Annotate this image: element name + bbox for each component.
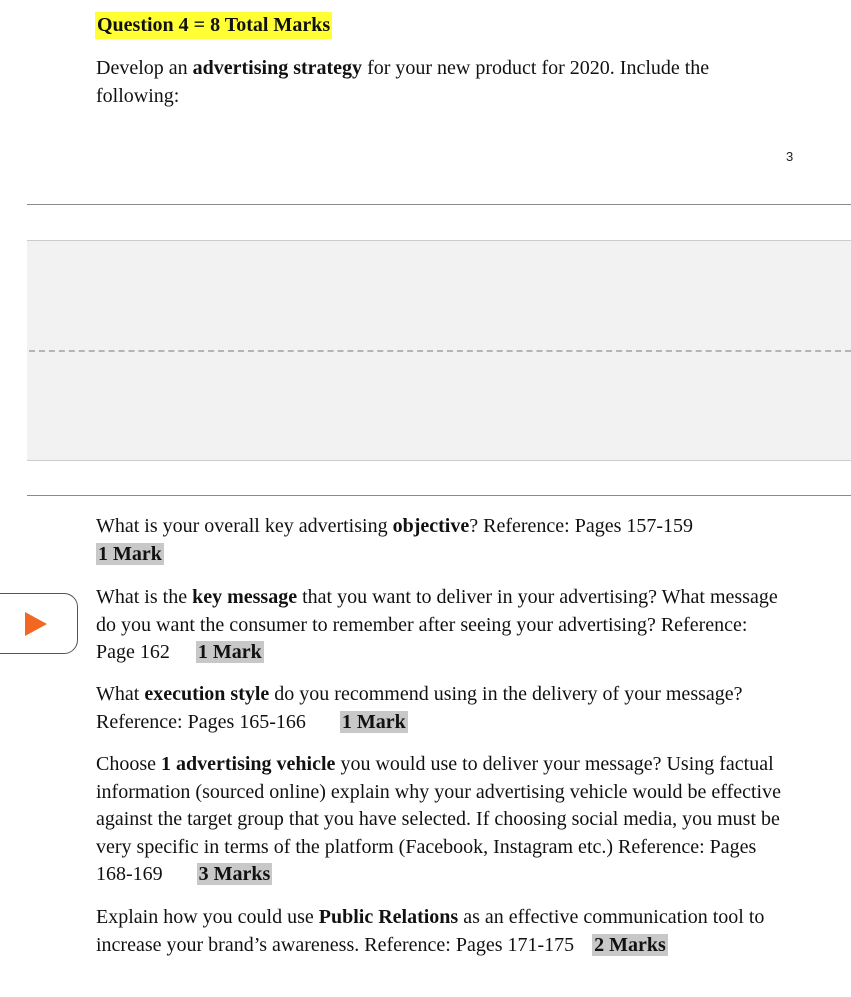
page-divider-top (27, 204, 851, 205)
question-bold-term: 1 advertising vehicle (161, 753, 336, 775)
question-public-relations (96, 904, 796, 959)
question-bold-term: objective (392, 515, 470, 537)
intro-text-2: for your new product for 2020. Include the following: (96, 57, 710, 107)
question-bold-term: Public Relations (318, 906, 459, 928)
question-text: ? Reference: Pages 157-159 (469, 515, 694, 537)
question-advertising-vehicle (96, 751, 786, 889)
question-text: that you want to deliver in your advertising? What message do you want the consumer to remember after seeing your advertising? Reference: Page 162 (96, 586, 778, 663)
question-key-message (96, 584, 786, 667)
question-execution-style (96, 681, 786, 736)
marks-badge: 1 Mark (98, 542, 162, 565)
question-heading: Question 4 = 8 Total Marks (95, 12, 332, 39)
question-text: do you recommend using in the delivery of your message? Reference: Pages 165-166 (96, 683, 743, 733)
intro-bold-term: advertising strategy (192, 57, 363, 79)
question-text: Explain how you could use (96, 906, 319, 928)
page-divider-bottom (27, 495, 851, 496)
question-text: as an effective communication tool to increase your brand’s awareness. Reference: Pages 171-175 (96, 906, 765, 956)
play-button[interactable] (0, 593, 78, 654)
question-bold-term: execution style (144, 683, 270, 705)
question-text: Choose (96, 753, 161, 775)
intro-text-1: Develop an (96, 57, 193, 79)
question-bold-term: key message (192, 586, 298, 608)
question-objective (96, 513, 786, 568)
play-triangle-icon (25, 612, 47, 636)
marks-badge: 2 Marks (594, 933, 666, 956)
question-text: What is your overall key advertising (96, 515, 393, 537)
marks-badge: 1 Mark (341, 710, 406, 733)
page-number: 3 (786, 149, 794, 164)
page-break-dashed-line (29, 350, 851, 352)
intro-paragraph (96, 55, 786, 110)
marks-badge: 1 Mark (197, 641, 262, 663)
question-text: you would use to deliver your message? Using factual information (sourced online) explain why your advertising vehicle would be effective against the target group that you have selected. If choosing social media, you must be very specific in terms of the platform (Facebook, Instagram etc.) Reference: Pages 168-169 (96, 753, 781, 885)
question-text: What is the (96, 586, 193, 608)
marks-badge: 3 Marks (198, 863, 271, 885)
question-text: What (96, 683, 145, 705)
